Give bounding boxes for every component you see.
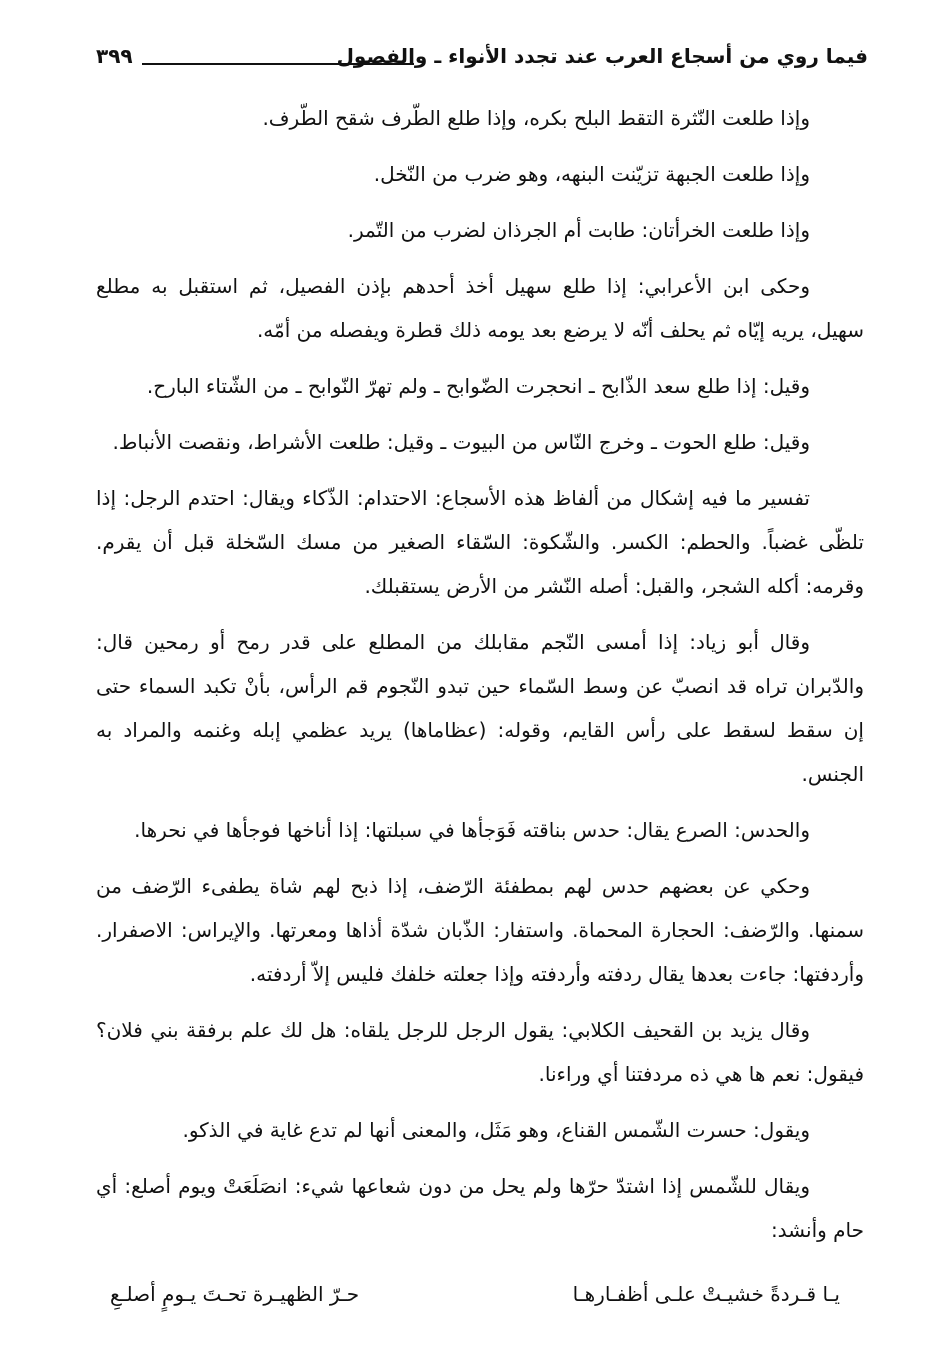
- verse-first-hemistich: يـا قـردةً خشيـتْ علـى أظفـارهـا: [572, 1282, 840, 1306]
- paragraph-2: وإذا طلعت الجبهة تزيّنت البنهه، وهو ضرب من النّخل.: [373, 162, 810, 186]
- paragraph-13: ويقال للشّمس إذا اشتدّ حرّها ولم يحل من دون شعاعها شيء: انصَلَعَتْ ويوم أصلع: أي حام وأنشد:: [96, 1174, 864, 1242]
- paragraph-8: وقال أبو زياد: إذا أمسى النّجم مقابلك من المطلع على قدر رمح أو رمحين قال: والدّبران تراه قد انصبّ عن وسط السّماء حين تبدو النّجوم قم الرأس، بأنْ تكبد السماء حتى إن سقط لسقط على رأس القايم، وقوله: (عظاماها) يريد عظمي إبله وغنمه والمراد به الجنس.: [96, 630, 864, 786]
- paragraph-4: وحكى ابن الأعرابي: إذا طلع سهيل أخذ أحدهم بإذن الفصيل، ثم استقبل به مطلع سهيل، يريه إيّاه ثم يحلف أنّه لا يرضع بعد يومه ذلك قطرة ويفصله من أمّه.: [96, 274, 864, 342]
- paragraph-10: وحكي عن بعضهم حدس لهم بمطفئة الرّضف، إذا ذبح لهم شاة يطفىء الرّضف من سمنها. والرّضف: الحجارة المحماة. واستفار: الذّبان شدّة أذاها ومعرتها. والإيراس: الاصفرار. وأردفتها: جاءت بعدها يقال ردفته وأردفته وإذا جعلته خلفك فليس إلاّ أردفته.: [96, 874, 864, 986]
- header-rule: [142, 63, 414, 65]
- paragraph-6: وقيل: طلع الحوت ـ وخرج النّاس من البيوت ـ وقيل: طلعت الأشراط، ونقصت الأنباط.: [112, 430, 810, 454]
- paragraph-1: وإذا طلعت النّثرة التقط البلح بكره، وإذا طلع الطّرف شقح الطّرف.: [262, 106, 810, 130]
- body-text: [96, 96, 864, 1264]
- page-header: [96, 36, 868, 76]
- page-number: ٣٩٩: [96, 44, 133, 68]
- running-title: فيما روي من أسجاع العرب عند تجدد الأنواء ـ والفصول: [336, 44, 868, 68]
- paragraph-7: تفسير ما فيه إشكال من ألفاظ هذه الأسجاع: الاحتدام: الذّكاء ويقال: احتدم الرجل: إذا تلظّى غضباً. والحطم: الكسر. والشّكوة: السّقاء الصغير من مسك السّخلة قبل أن يقرم. وقرمه: أكله الشجر، والقبل: أصله النّشر من الأرض يستقبلك.: [96, 486, 864, 598]
- paragraph-11: وقال يزيد بن القحيف الكلابي: يقول الرجل للرجل يلقاه: هل لك علم برفقة بني فلان؟ فيقول: نعم ها هي ذه مردفتنا أي وراءنا.: [96, 1018, 864, 1086]
- verse-second-hemistich: حـرّ الظهيـرة تحـتَ يـومٍ أصلـعِ: [110, 1282, 360, 1306]
- paragraph-5: وقيل: إذا طلع سعد الذّابح ـ انحجرت الضّوابح ـ ولم تهرّ النّوابح ـ من الشّتاء البارح.: [146, 374, 810, 398]
- paragraph-3: وإذا طلعت الخرأتان: طابت أم الجرذان لضرب من التّمر.: [347, 218, 810, 242]
- paragraph-9: والحدس: الصرع يقال: حدس بناقته فَوَجأها في سبلتها: إذا أناخها فوجأها في نحرها.: [134, 818, 810, 842]
- paragraph-12: ويقول: حسرت الشّمس القناع، وهو مَثَل، والمعنى أنها لم تدع غاية في الذكو.: [182, 1118, 810, 1142]
